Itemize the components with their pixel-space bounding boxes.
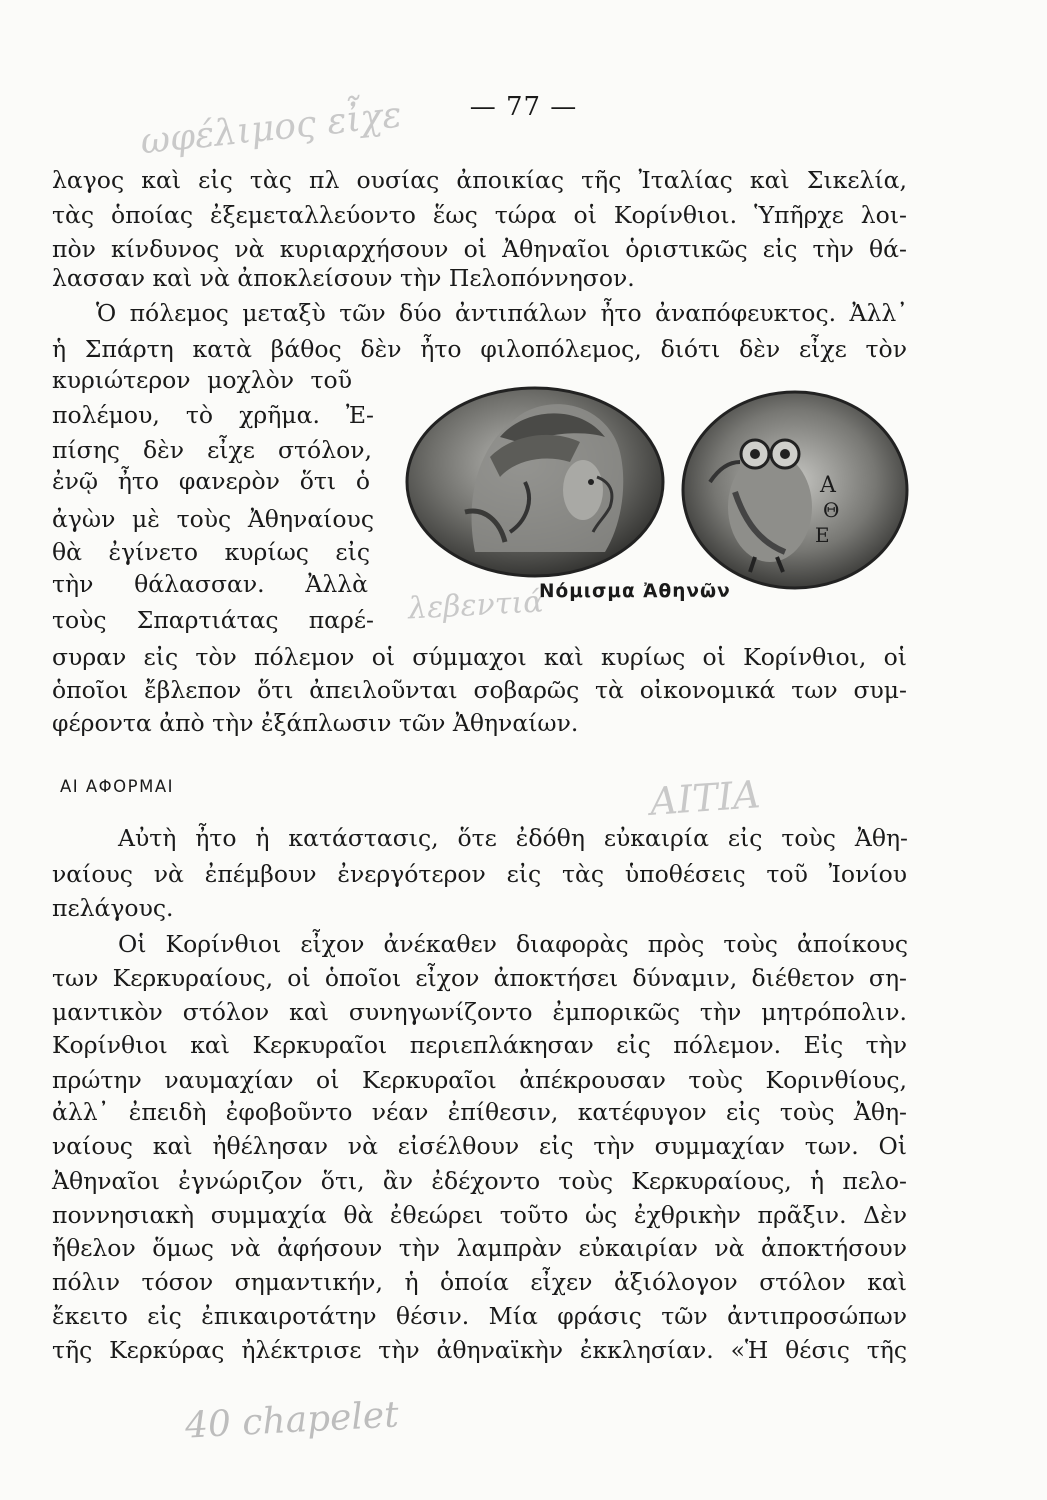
text-line: πρώτην ναυμαχίαν οἱ Κερκυραῖοι ἀπέκρουσαν τοὺς Κορινθίους, [52, 1066, 907, 1094]
coin-reverse-owl [683, 392, 907, 588]
pencil-note-bottom: 40 chapelet [184, 1394, 400, 1447]
page-number: — 77 — [469, 92, 578, 122]
text-line: λασσαν καὶ νὰ ἀποκλείσουν τὴν Πελοπόννησον. [52, 264, 635, 292]
text-line: ναίους καὶ ἠθέλησαν νὰ εἰσέλθουν εἰς τὴν συμμαχίαν των. Οἱ [52, 1132, 907, 1160]
text-line: θὰ ἐγίνετο κυρίως εἰς [52, 538, 370, 566]
text-line: ἀγὼν μὲ τοὺς Ἀθηναίους [52, 505, 374, 533]
text-line: Ὁ πόλεμος μεταξὺ τῶν δύο ἀντιπάλων ἦτο ἀναπόφευκτος. Ἀλλ᾽ [96, 299, 908, 327]
text-line: συραν εἰς τὸν πόλεμον οἱ σύμμαχοι καὶ κυρίως οἱ Κορίνθιοι, οἱ [52, 643, 907, 671]
text-line: ἐνῷ ἦτο φανερὸν ὅτι ὁ [52, 467, 370, 495]
pencil-note-middle: λεβεντιά [407, 584, 545, 627]
coin-illustration [405, 382, 910, 614]
text-line: τὴν θάλασσαν. Ἀλλὰ [52, 570, 368, 598]
text-line: φέροντα ἀπὸ τὴν ἐξάπλωσιν τῶν Ἀθηναίων. [52, 709, 579, 737]
text-line: τῆς Κερκύρας ἠλέκτρισε τὴν ἀθηναϊκὴν ἐκκλησίαν. «Ἡ θέσις τῆς [52, 1336, 907, 1364]
text-line: Κορίνθιοι καὶ Κερκυραῖοι περιεπλάκησαν εἰς πόλεμον. Εἰς τὴν [52, 1031, 907, 1059]
text-line: πίσης δὲν εἶχε στόλον, [52, 436, 372, 464]
text-line: Οἱ Κορίνθιοι εἶχον ἀνέκαθεν διαφορὰς πρὸς τοὺς ἀποίκους [118, 930, 908, 958]
text-line: Ἀθηναῖοι ἐγνώριζον ὅτι, ἂν ἐδέχοντο τοὺς Κερκυραίους, ἡ πελο- [52, 1167, 907, 1195]
text-line: ὁποῖοι ἔβλεπον ὅτι ἀπειλοῦνται σοβαρῶς τὰ οἰκονομικά των συμ- [52, 676, 907, 704]
text-line: μαντικὸν στόλον καὶ συνηγωνίζοντο ἐμπορικῶς τὴν μητρόπολιν. [52, 998, 907, 1026]
svg-text:Α: Α [820, 473, 836, 498]
text-line: πελάγους. [52, 894, 174, 922]
text-line: ἀλλ᾽ ἐπειδὴ ἐφοβοῦντο νέαν ἐπίθεσιν, κατέφυγον εἰς τοὺς Ἀθη- [52, 1098, 907, 1126]
coin-obverse-athena [407, 388, 663, 576]
text-line: τὰς ὁποίας ἐξεμεταλλεύοντο ἕως τώρα οἱ Κορίνθιοι. Ὑπῆρχε λοι- [52, 201, 907, 229]
text-line: πὸν κίνδυνος νὰ κυριαρχήσουν οἱ Ἀθηναῖοι ὁριστικῶς εἰς τὴν θά- [52, 235, 907, 263]
text-line: των Κερκυραίους, οἱ ὁποῖοι εἶχον ἀποκτήσει δύναμιν, διέθετον ση- [52, 964, 907, 992]
coin-figure [405, 382, 910, 614]
text-line: ἡ Σπάρτη κατὰ βάθος δὲν ἦτο φιλοπόλεμος, διότι δὲν εἶχε τὸν [52, 335, 907, 363]
pencil-note-top: ωφέλιμος εἶχε [138, 94, 404, 163]
text-line: ποννησιακὴ συμμαχία θὰ ἐθεώρει τοῦτο ὡς ἐχθρικὴν πρᾶξιν. Δὲν [52, 1201, 907, 1229]
text-line: τοὺς Σπαρτιάτας παρέ- [52, 606, 374, 634]
text-line: ἔκειτο εἰς ἐπικαιροτάτην θέσιν. Μία φράσις τῶν ἀντιπροσώπων [52, 1302, 907, 1330]
text-line: ἤθελον ὅμως νὰ ἀφήσουν τὴν λαμπρὰν εὐκαιρίαν νὰ ἀποκτήσουν [52, 1234, 907, 1262]
text-line: λαγος καὶ εἰς τὰς πλ ουσίας ἀποικίας τῆς Ἰταλίας καὶ Σικελία, [52, 166, 907, 194]
text-line: Αὐτὴ ἦτο ἡ κατάστασις, ὅτε ἐδόθη εὐκαιρία εἰς τοὺς Ἀθη- [118, 824, 908, 852]
svg-text:Θ: Θ [823, 498, 840, 522]
svg-text:Ε: Ε [815, 523, 830, 547]
text-line: ναίους νὰ ἐπέμβουν ἐνεργότερον εἰς τὰς ὑποθέσεις τοῦ Ἰονίου [52, 860, 907, 888]
section-heading: ΑΙ ΑΦΟΡΜΑΙ [60, 777, 174, 796]
figure-caption: Νόμισμα Ἀθηνῶν [539, 581, 731, 602]
pencil-note-right: ΑΙΤΙΑ [648, 772, 762, 824]
text-line: πολέμου, τὸ χρῆμα. Ἐ- [52, 401, 374, 429]
text-line: πόλιν τόσον σημαντικήν, ἡ ὁποία εἶχεν ἀξιόλογον στόλον καὶ [52, 1268, 907, 1296]
text-line: κυριώτερον μοχλὸν τοῦ [52, 366, 352, 394]
